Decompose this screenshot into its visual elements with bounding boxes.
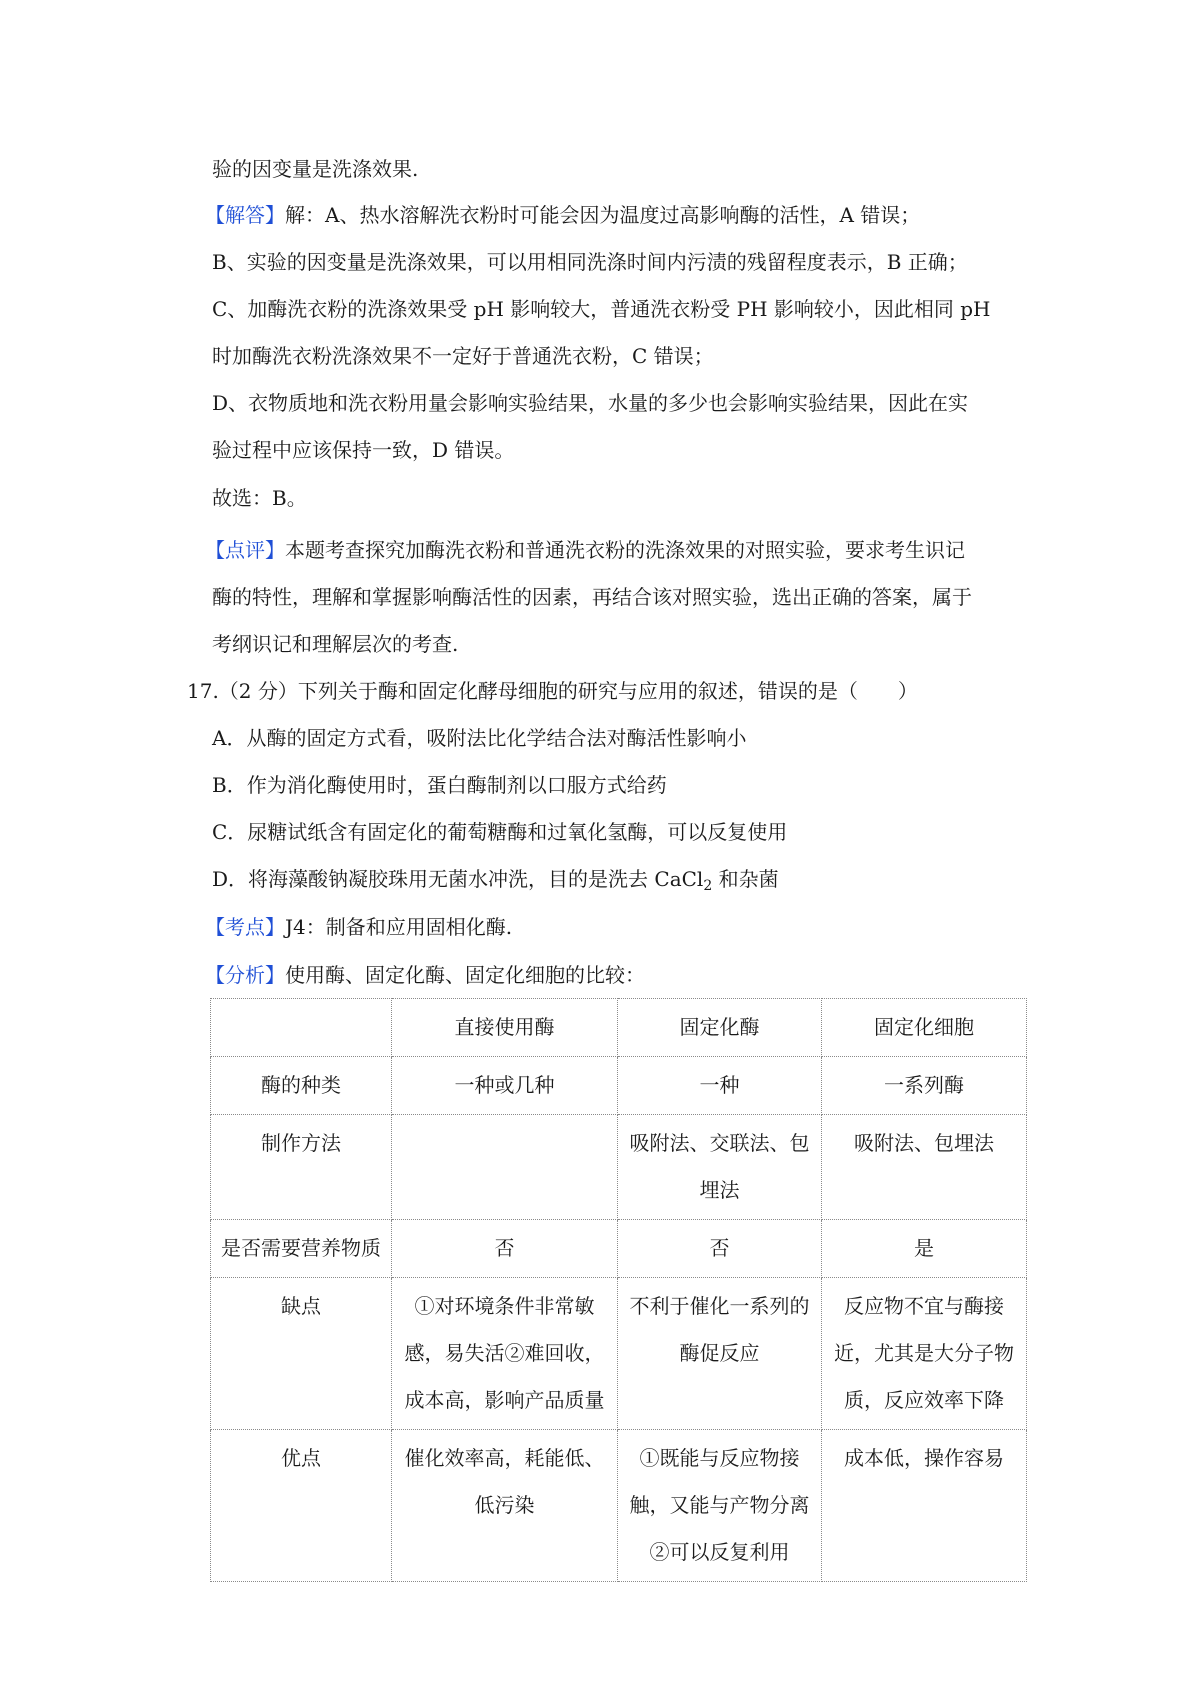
table-cell: 一系列酶 [822,1057,1027,1115]
table-cell: 成本低，操作容易 [822,1430,1027,1582]
cell-line: 吸附法、交联法、包 [629,1131,810,1155]
cell-line: 催化效率高，耗能低、 [404,1446,605,1470]
table-cell [618,1278,822,1430]
table-cell [618,1430,822,1582]
review-line-3: 考纲识记和理解层次的考查. [212,632,459,656]
option-d-subscript: 2 [703,878,713,894]
option-c: C．尿糖试纸含有固定化的葡萄糖酶和过氧化氢酶，可以反复使用 [212,820,788,844]
table-cell: 一种或几种 [392,1057,618,1115]
table-cell: 缺点 [211,1278,392,1430]
kaodian-text: J4：制备和应用固相化酶. [285,915,513,939]
table-cell: 制作方法 [211,1115,392,1220]
table-cell: 否 [618,1220,822,1278]
table-cell: 一种 [618,1057,822,1115]
option-a: A．从酶的固定方式看，吸附法比化学结合法对酶活性影响小 [212,726,747,750]
table-row [211,1430,1027,1582]
table-header-row [211,999,1027,1057]
table-cell [618,1115,822,1220]
answer-line-3: C、加酶洗衣粉的洗涤效果受 pH 影响较大，普通洗衣粉受 PH 影响较小，因此相同 pH [212,297,991,321]
fenxi-tag: 【分析】 [205,963,285,987]
analysis-tail: 验的因变量是洗涤效果. [212,157,419,181]
cell-line: 低污染 [474,1493,535,1517]
table-cell [392,1278,618,1430]
cell-line: 近，尤其是大分子物 [834,1341,1014,1365]
table-row [211,1057,1027,1115]
table-cell: 直接使用酶 [392,999,618,1057]
cell-line: 感，易失活②难回收， [404,1341,605,1365]
fenxi-line [205,961,645,989]
option-d-tail: 和杂菌 [712,867,779,891]
table-cell [392,1430,618,1582]
cell-line: ①既能与反应物接 [639,1446,800,1470]
table-cell: 是否需要营养物质 [211,1220,392,1278]
table-cell [211,999,392,1057]
table-cell: 吸附法、包埋法 [822,1115,1027,1220]
question-17-stem: 17.（2 分）下列关于酶和固定化酵母细胞的研究与应用的叙述，错误的是（ ） [187,679,918,703]
review-text: 本题考查探究加酶洗衣粉和普通洗衣粉的洗涤效果的对照实验，要求考生识记 [285,538,965,562]
table-cell [822,1278,1027,1430]
answer-line-1 [205,201,920,229]
kaodian-tag: 【考点】 [205,915,285,939]
cell-line: 酶促反应 [679,1341,760,1365]
table-cell: 优点 [211,1430,392,1582]
answer-line-7: 故选：B。 [212,486,307,510]
table-cell: 是 [822,1220,1027,1278]
answer-text: 解：A、热水溶解洗衣粉时可能会因为温度过高影响酶的活性，A 错误； [285,203,921,227]
answer-line-2: B、实验的因变量是洗涤效果，可以用相同洗涤时间内污渍的残留程度表示，B 正确； [212,250,968,274]
option-d-text: D．将海藻酸钠凝胶珠用无菌水冲洗，目的是洗去 CaCl [212,867,704,891]
cell-line: 成本高，影响产品质量 [404,1388,605,1412]
table-row [211,1220,1027,1278]
answer-line-5: D、衣物质地和洗衣粉用量会影响实验结果，水量的多少也会影响实验结果，因此在实 [212,391,969,415]
option-d [212,865,779,893]
review-line-2: 酶的特性，理解和掌握影响酶活性的因素，再结合该对照实验，选出正确的答案，属于 [212,585,972,609]
review-tag: 【点评】 [205,538,285,562]
cell-line: ②可以反复利用 [649,1540,790,1564]
cell-line: 质，反应效率下降 [844,1388,1004,1412]
cell-line: 不利于催化一系列的 [629,1294,810,1318]
fenxi-text: 使用酶、固定化酶、固定化细胞的比较： [285,963,645,987]
table-cell: 酶的种类 [211,1057,392,1115]
kaodian-line [205,913,512,941]
table-row [211,1278,1027,1430]
review-line-1 [205,536,965,564]
table-cell: 固定化酶 [618,999,822,1057]
answer-line-4: 时加酶洗衣粉洗涤效果不一定好于普通洗衣粉，C 错误； [212,344,714,368]
table-row [211,1115,1027,1220]
cell-line: 触，又能与产物分离 [629,1493,810,1517]
cell-line: 埋法 [699,1178,740,1202]
table-cell: 否 [392,1220,618,1278]
table-cell [392,1115,618,1220]
answer-tag: 【解答】 [205,203,285,227]
comparison-table [210,998,1027,1582]
table-cell: 固定化细胞 [822,999,1027,1057]
cell-line: ①对环境条件非常敏 [414,1294,595,1318]
cell-line: 反应物不宜与酶接 [844,1294,1004,1318]
option-b: B．作为消化酶使用时，蛋白酶制剂以口服方式给药 [212,773,667,797]
answer-line-6: 验过程中应该保持一致，D 错误。 [212,438,515,462]
